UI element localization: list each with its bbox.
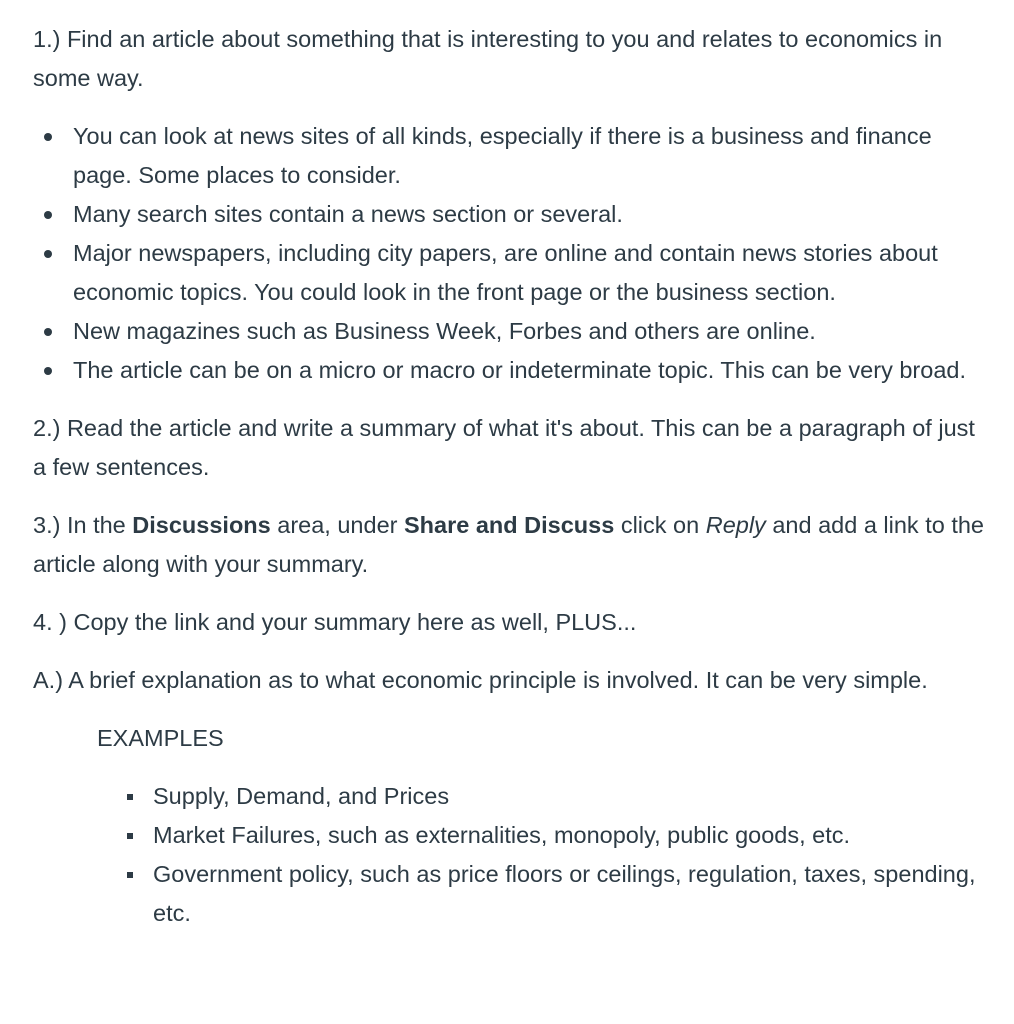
step-1-paragraph: 1.) Find an article about something that is interesting to you and relates to economics in some way. xyxy=(33,26,943,91)
list-item: You can look at news sites of all kinds, especially if there is a business and finance page. Some places to consider. xyxy=(33,117,984,195)
step-3-text: click on xyxy=(614,512,706,538)
list-item: Market Failures, such as externalities, monopoly, public goods, etc. xyxy=(97,816,984,855)
discussions-label: Discussions xyxy=(132,512,271,538)
examples-section xyxy=(97,719,984,933)
list-item: Government policy, such as price floors or ceilings, regulation, taxes, spending, etc. xyxy=(97,855,984,933)
list-item: The article can be on a micro or macro or indeterminate topic. This can be very broad. xyxy=(33,351,984,390)
examples-list xyxy=(97,777,984,933)
step-3-text: area, under xyxy=(270,512,404,538)
step-3-paragraph xyxy=(33,506,984,584)
list-item: Supply, Demand, and Prices xyxy=(97,777,984,816)
step-4-paragraph: 4. ) Copy the link and your summary here as well, PLUS... xyxy=(33,609,637,635)
list-item: Many search sites contain a news section or several. xyxy=(33,195,984,234)
list-item: Major newspapers, including city papers, are online and contain news stories about economic topics. You could look in the front page or the business section. xyxy=(33,234,984,312)
assignment-instructions xyxy=(33,20,984,933)
list-item: New magazines such as Business Week, Forbes and others are online. xyxy=(33,312,984,351)
step-2-paragraph: 2.) Read the article and write a summary of what it's about. This can be a paragraph of just a few sentences. xyxy=(33,415,975,480)
reply-label: Reply xyxy=(705,512,766,538)
step-a-paragraph: A.) A brief explanation as to what economic principle is involved. It can be very simple. xyxy=(33,667,928,693)
article-sources-list xyxy=(33,117,984,390)
examples-heading: EXAMPLES xyxy=(97,725,224,751)
step-3-text: and add a link to the article along with your summary. xyxy=(33,512,985,577)
step-3-text: 3.) In the xyxy=(33,512,133,538)
share-and-discuss-label: Share and Discuss xyxy=(404,512,615,538)
